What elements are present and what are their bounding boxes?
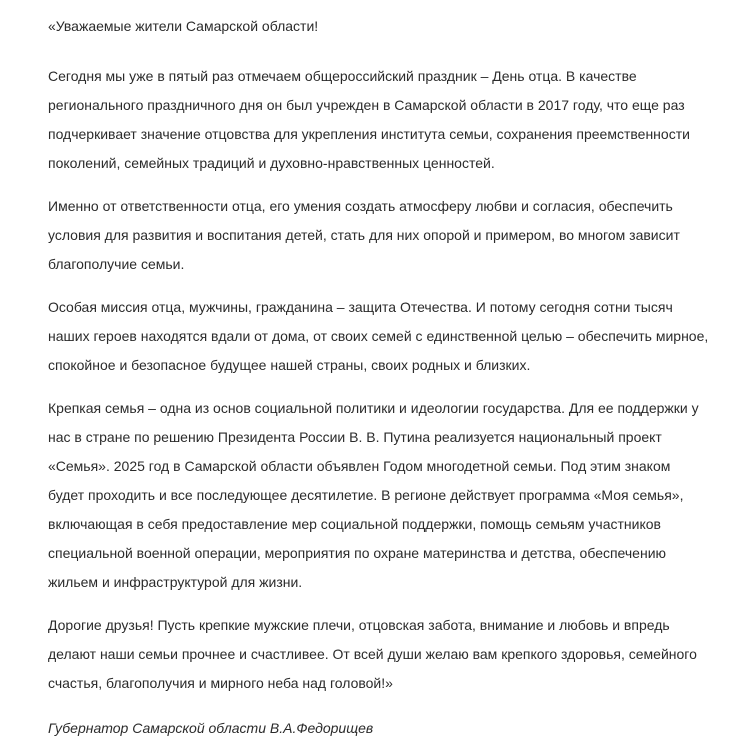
paragraph-father-responsibility: Именно от ответственности отца, его умения создать атмосферу любви и согласия, обеспечить условия для развития и воспитания детей, стать для них опорой и примером, во многом зависит благополучие семьи. — [48, 198, 680, 272]
paragraph-wishes: Дорогие друзья! Пусть крепкие мужские плечи, отцовская забота, внимание и любовь и впредь делают наши семьи прочнее и счастливее. От всей души желаю вам крепкого здоровья, семейного счастья, благополучия и мирного неба над головой!» — [48, 617, 697, 691]
letter-greeting: «Уважаемые жители Самарской области! — [48, 18, 319, 34]
letter-signature: Губернатор Самарской области В.А.Федорищев — [48, 720, 374, 736]
paragraph-fatherland-defense: Особая миссия отца, мужчины, гражданина – защита Отечества. И потому сегодня сотни тысяч наших героев находятся вдали от дома, от своих семей с единственной целью – обеспечить мирное, спокойное и безопасное будущее нашей страны, своих родных и близких. — [48, 299, 709, 373]
paragraph-family-policy: Крепкая семья – одна из основ социальной политики и идеологии государства. Для ее поддержки у нас в стране по решению Президента России В. В. Путина реализуется национальный проект «Семья». 2025 год в Самарской области объявлен Годом многодетной семьи. Под этим знаком будет проходить и все последующее десятилетие. В регионе действует программа «Моя семья», включающая в себя предоставление мер социальной поддержки, помощь семьям участников специальной военной операции, мероприятия по охране материнства и детства, обеспечению жильем и инфраструктурой для жизни. — [48, 400, 699, 590]
paragraph-fathers-day: Сегодня мы уже в пятый раз отмечаем общероссийский праздник – День отца. В качестве регионального праздничного дня он был учрежден в Самарской области в 2017 году, что еще раз подчеркивает значение отцовства для укрепления института семьи, сохранения преемственности поколений, семейных традиций и духовно-нравственных ценностей. — [48, 68, 690, 171]
